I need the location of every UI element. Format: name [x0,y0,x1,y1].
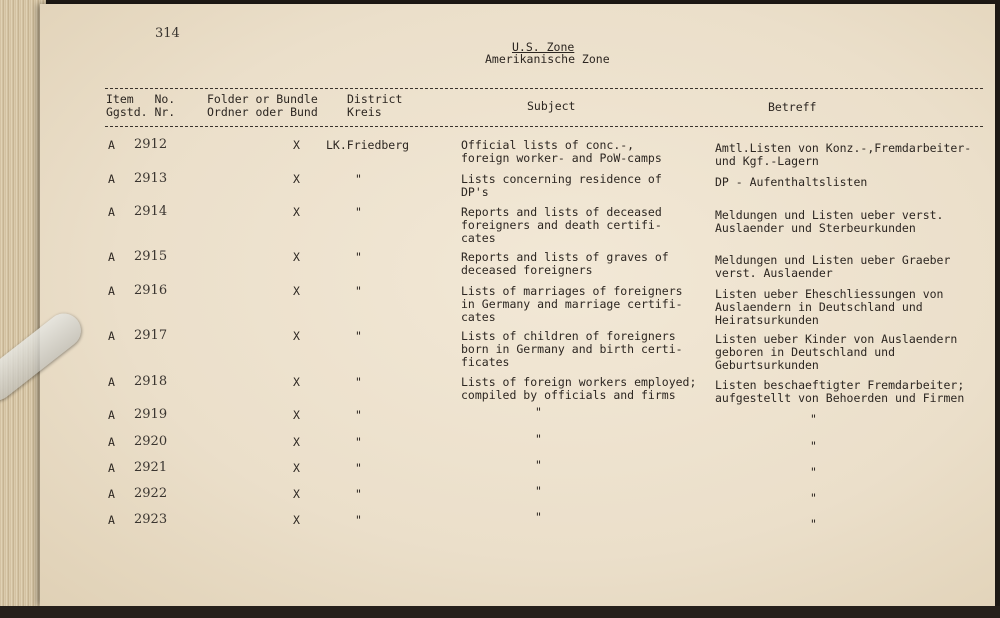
row-betreff: " [810,465,817,479]
zone-title: U.S. Zone [512,40,575,54]
row-item: A [108,461,115,475]
row-subject: " [535,432,542,446]
row-item: A [108,435,115,449]
row-district: " [355,250,362,264]
header-item-line1: Item No. [106,92,176,106]
row-betreff: DP - Aufenthaltslisten [715,175,868,189]
header-folder-line1: Folder or Bundle [207,92,318,106]
row-no: 2922 [134,486,168,501]
header-bottom-rule [105,126,983,127]
row-folder: X [293,172,300,186]
row-betreff: " [810,439,817,453]
row-no: 2912 [134,137,168,152]
header-betreff: Betreff [768,100,817,114]
row-no: 2918 [134,374,168,389]
row-betreff: Listen ueber Kinder von Auslaendern geboren in Deutschland und Geburtsurkunden [715,332,958,372]
row-folder: X [293,284,300,298]
row-betreff: " [810,517,817,531]
row-folder: X [293,138,300,152]
row-item: A [108,513,115,527]
row-no: 2917 [134,328,168,343]
row-item: A [108,172,115,186]
row-item: A [108,329,115,343]
row-betreff: Meldungen und Listen ueber verst. Auslaender und Sterbeurkunden [715,208,944,235]
row-district: " [355,513,362,527]
row-subject: " [535,458,542,472]
row-district: " [355,461,362,475]
row-folder: X [293,375,300,389]
row-betreff: Listen ueber Eheschliessungen von Auslaendern in Deutschland und Heiratsurkunden [715,287,944,327]
header-top-rule [105,88,983,89]
row-no: 2919 [134,407,168,422]
header-subject: Subject [527,99,576,113]
header-district-line2: Kreis [347,105,382,119]
row-no: 2915 [134,249,168,264]
row-district: " [355,487,362,501]
row-folder: X [293,487,300,501]
row-betreff: Meldungen und Listen ueber Graeber verst. Auslaender [715,253,951,280]
row-folder: X [293,513,300,527]
row-no: 2913 [134,171,168,186]
row-subject: " [535,405,542,419]
row-no: 2921 [134,460,168,475]
row-no: 2923 [134,512,168,527]
row-district: " [355,172,362,186]
zone-subtitle: Amerikanische Zone [485,52,610,66]
row-betreff: " [810,412,817,426]
row-subject: " [535,484,542,498]
row-district: " [355,284,362,298]
row-folder: X [293,461,300,475]
row-betreff: " [810,491,817,505]
row-subject: Reports and lists of graves of deceased foreigners [461,250,669,277]
row-folder: X [293,408,300,422]
row-district: " [355,205,362,219]
row-folder: X [293,435,300,449]
row-subject: Reports and lists of deceased foreigners and death certifi- cates [461,205,662,245]
row-district: " [355,408,362,422]
row-subject: Lists of foreign workers employed; compiled by officials and firms [461,375,697,402]
row-item: A [108,375,115,389]
row-subject: Official lists of conc.-, foreign worker- and PoW-camps [461,138,662,165]
row-item: A [108,205,115,219]
row-subject: " [535,510,542,524]
row-district: LK.Friedberg [326,138,410,152]
header-item-line2: Ggstd. Nr. [106,105,176,119]
row-subject: Lists of children of foreigners born in Germany and birth certi- ficates [461,329,683,369]
page-number: 314 [155,26,180,41]
row-no: 2920 [134,434,168,449]
row-folder: X [293,205,300,219]
row-item: A [108,408,115,422]
row-item: A [108,138,115,152]
row-betreff: Amtl.Listen von Konz.-,Fremdarbeiter- und Kgf.-Lagern [715,141,972,168]
row-betreff: Listen beschaeftigter Fremdarbeiter; aufgestellt von Behoerden und Firmen [715,378,965,405]
row-no: 2916 [134,283,168,298]
row-subject: Lists of marriages of foreigners in Germany and marriage certifi- cates [461,284,683,324]
row-item: A [108,250,115,264]
row-district: " [355,435,362,449]
row-folder: X [293,250,300,264]
row-folder: X [293,329,300,343]
scan-bottom-edge [0,606,1000,618]
header-district-line1: District [347,92,403,106]
header-folder-line2: Ordner oder Bund [207,105,318,119]
row-subject: Lists concerning residence of DP's [461,172,662,199]
row-district: " [355,375,362,389]
row-district: " [355,329,362,343]
row-item: A [108,487,115,501]
row-no: 2914 [134,204,168,219]
row-item: A [108,284,115,298]
